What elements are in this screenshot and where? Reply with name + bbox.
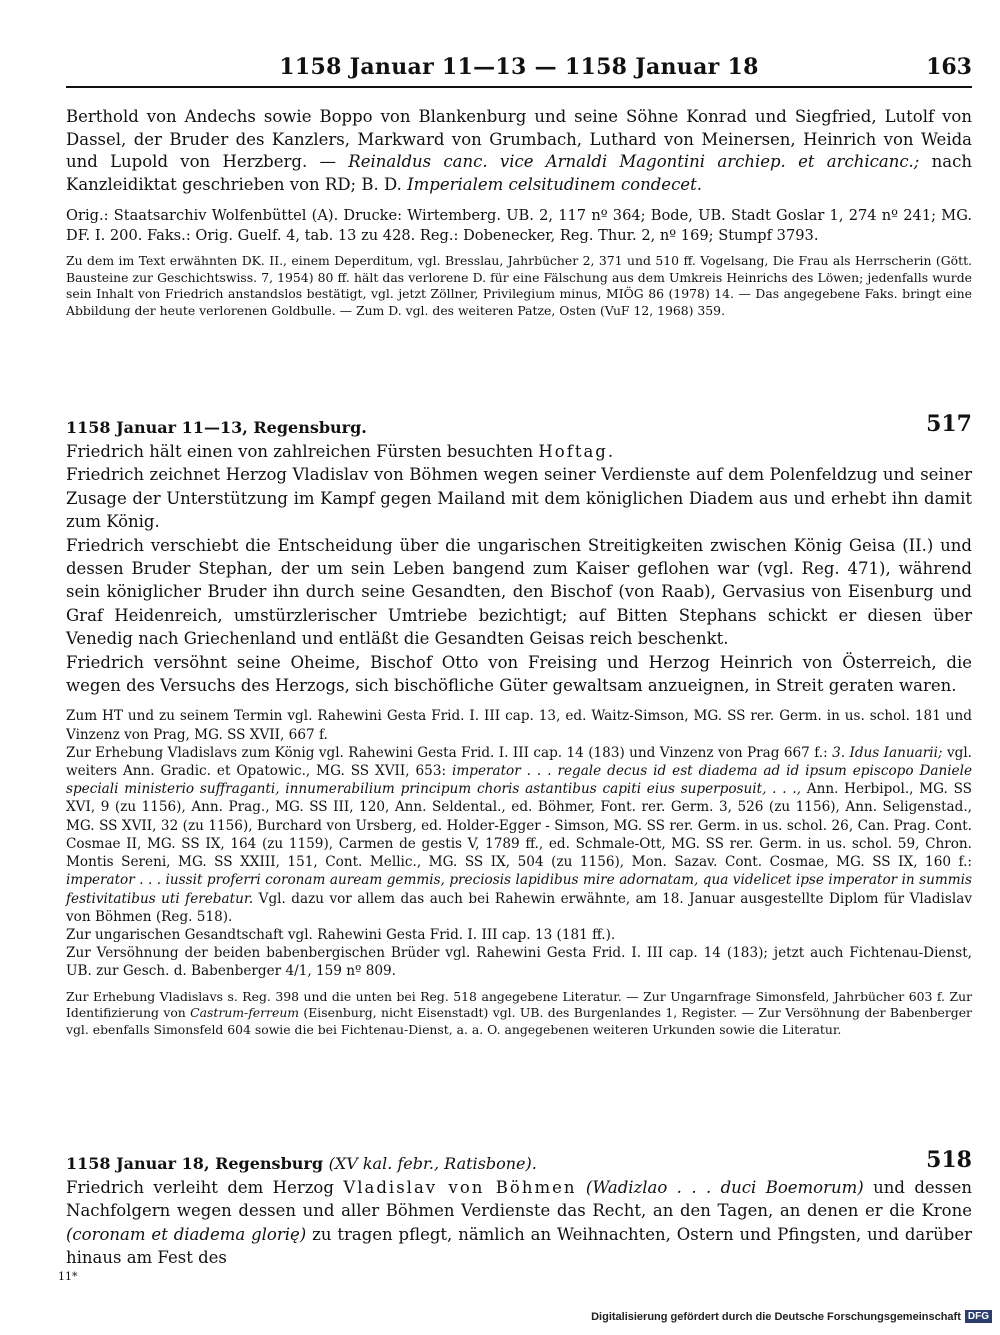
regest-518-number: 518 (926, 1147, 972, 1173)
regest-517-p3: Friedrich verschiebt die Entscheidung über die ungarischen Streitigkeiten zwischen König Geisa (II.) und dessen Bruder Stephan, der um sein Leben bangend zum Kaiser geflohen war (vgl. Reg. 471), während sein königlicher Bruder ihn durch seine Gesandten, den Bischof (von Raab), Gervasius von Eisenburg und Graf Heidenreich, umstürzlerischer Umtriebe bezichtigt; auf Bitten Stephans schickt er diesen über Venedig nach Griechenland und entläßt die Gesandten Geisas reich beschenkt. (66, 535, 972, 649)
regest-518-p1: Friedrich verleiht dem Herzog Vladislav von Böhmen (Wadizlao . . . duci Boemorum) und dessen Nachfolgern wegen dessen und aller Böhmen Verdienste das Recht, an den Tagen, an denen er die Krone (coronam et diadema glorię) zu tragen pflegt, nämlich an Weihnachten, Ostern und Pfingsten, und darüber hinaus am Fest des (66, 1178, 972, 1268)
regest-518 (66, 1147, 972, 1270)
dfg-logo: DFG (965, 1310, 992, 1323)
page-number: 163 (926, 54, 972, 80)
regest-517-notes (66, 707, 972, 980)
regest-517-number: 517 (926, 411, 972, 437)
orig-drucke: Orig.: Staatsarchiv Wolfenbüttel (A). Drucke: Wirtemberg. UB. 2, 117 nº 364; Bode, UB. Stadt Goslar 1, 274 nº 241; MG. DF. I. 200. Faks.: Orig. Guelf. 4, tab. 13 zu 428. Reg.: Dobenecker, Reg. Thur. 2, nº 169; Stumpf 3793. (66, 207, 972, 244)
credit-text: Digitalisierung gefördert durch die Deutsche Forschungsgemeinschaft (591, 1310, 961, 1323)
note-erhebung: Zur Erhebung Vladislavs zum König vgl. Rahewini Gesta Frid. I. III cap. 14 (183) und Vinzenz von Prag 667 f.: 3. Idus Ianuarii; vgl. weiters Ann. Gradic. et Opatowic., MG. SS XVII, 653: imperator . . . regale decus id est diadema ad id ipsum episcopo Daniele speciali ministerio suffraganti, innumerabilium principum choris astantibus capiti eius superposuit, . . ., Ann. Herbipol., MG. SS XVI, 9 (zu 1156), Ann. Prag., MG. SS III, 120, Ann. Seldental., ed. Böhmer, Font. rer. Germ. 3, 526 (zu 1156), Ann. Seligenstad., MG. SS XVII, 32 (zu 1156), Burchard von Ursberg, ed. Holder-Egger - Simson, MG. SS rer. Germ. in us. schol. 26, Can. Prag. Cont. Cosmae II, MG. SS IX, 164 (zu 1159), Carmen de gestis V, 1789 ff., ed. Schmale-Ott, MG. SS rer. Germ. in us. schol. 59, Chron. Montis Sereni, MG. SS XXIII, 151, Cont. Mellic., MG. SS IX, 504 (zu 1156), Mon. Sazav. Cont. Cosmae, MG. SS IX, 160 f.: imperator . . . iussit proferri coronam auream gemmis, preciosis lapidibus mire adornatam, qua videlicet ipse imperator in summis festivitatibus uti ferebatur. Vgl. dazu vor allem das auch bei Rahewin erwähnte, am 18. Januar ausgestellte Diplom für Vladislav von Böhmen (Reg. 518). (66, 744, 972, 925)
top-commentary: Zu dem im Text erwähnten DK. II., einem Deperditum, vgl. Bresslau, Jahrbücher 2, 371 und 510 ff. Vogelsang, Die Frau als Herrscherin (Gött. Bausteine zur Geschichtswiss. 7, 1954) 80 ff. hält das verlorene D. für eine Fälschung aus dem Umkreis Heinrichs des Löwen; jedenfalls wurde sein Inhalt von Friedrich anstandslos bestätigt, vgl. jetzt Zöllner, Privilegium minus, MIÖG 86 (1978) 14. — Das angegebene Faks. bringt eine Abbildung der heute verlorenen Goldbulle. — Zum D. vgl. des weiteren Patze, Osten (VuF 12, 1968) 359. (66, 253, 972, 318)
regest-517-heading: 1158 Januar 11—13, Regensburg. 517 (66, 411, 972, 437)
note-gesandtschaft: Zur ungarischen Gesandtschaft vgl. Rahewini Gesta Frid. I. III cap. 13 (181 ff.). (66, 926, 616, 943)
note-ht: Zum HT und zu seinem Termin vgl. Rahewini Gesta Frid. I. III cap. 13, ed. Waitz-Simson, MG. SS rer. Germ. in us. schol. 181 und Vinzenz von Prag, MG. SS XVII, 667 f. (66, 708, 972, 743)
top-paragraph: Berthold von Andechs sowie Boppo von Blankenburg und seine Söhne Konrad und Siegfried, Lutolf von Dassel, der Bruder des Kanzlers, Markward von Grumbach, Luthard von Meinersen, Heinrich von Weida und Lupold von Herzberg. — Reinaldus canc. vice Arnaldi Magontini archiep. et archicanc.; nach Kanzleidiktat geschrieben von RD; B. D. Imperialem celsitudinem condecet. (66, 107, 972, 194)
dfg-credit (591, 1310, 992, 1323)
running-header (66, 52, 972, 88)
signature-mark: 11* (58, 1270, 78, 1283)
regest-517-p4: Friedrich versöhnt seine Oheime, Bischof Otto von Freising und Herzog Heinrich von Österreich, die wegen des Versuchs des Herzogs, sich bischöfliche Güter gewaltsam anzueignen, in Streit geraten waren. (66, 652, 972, 696)
regest-518-heading: 1158 Januar 18, Regensburg (XV kal. febr., Ratisbone). 518 (66, 1147, 972, 1173)
header-title: 1158 Januar 11—13 — 1158 Januar 18 (279, 54, 759, 80)
top-section (66, 106, 972, 319)
note-versoehnung: Zur Versöhnung der beiden babenbergischen Brüder vgl. Rahewini Gesta Frid. I. III cap. 14 (183); jetzt auch Fichtenau-Dienst, UB. zur Gesch. d. Babenberger 4/1, 159 nº 809. (66, 945, 972, 980)
regest-517-p1: Friedrich hält einen von zahlreichen Fürsten besuchten Hoftag. (66, 442, 616, 461)
regest-517 (66, 411, 972, 1038)
regest-517-p2: Friedrich zeichnet Herzog Vladislav von Böhmen wegen seiner Verdienste auf dem Polenfeldzug und seiner Zusage der Unterstützung im Kampf gegen Mailand mit dem königlichen Diadem aus und erhebt ihn damit zum König. (66, 465, 972, 532)
regest-517-commentary: Zur Erhebung Vladislavs s. Reg. 398 und die unten bei Reg. 518 angegebene Literatur. — Zur Ungarnfrage Simonsfeld, Jahrbücher 603 f. Zur Identifizierung von Castrum-ferreum (Eisenburg, nicht Eisenstadt) vgl. UB. des Burgenlandes 1, Register. — Zur Versöhnung der Babenberger vgl. ebenfalls Simonsfeld 604 sowie die bei Fichtenau-Dienst, a. a. O. angegebenen weiteren Urkunden sowie die Literatur. (66, 988, 972, 1037)
